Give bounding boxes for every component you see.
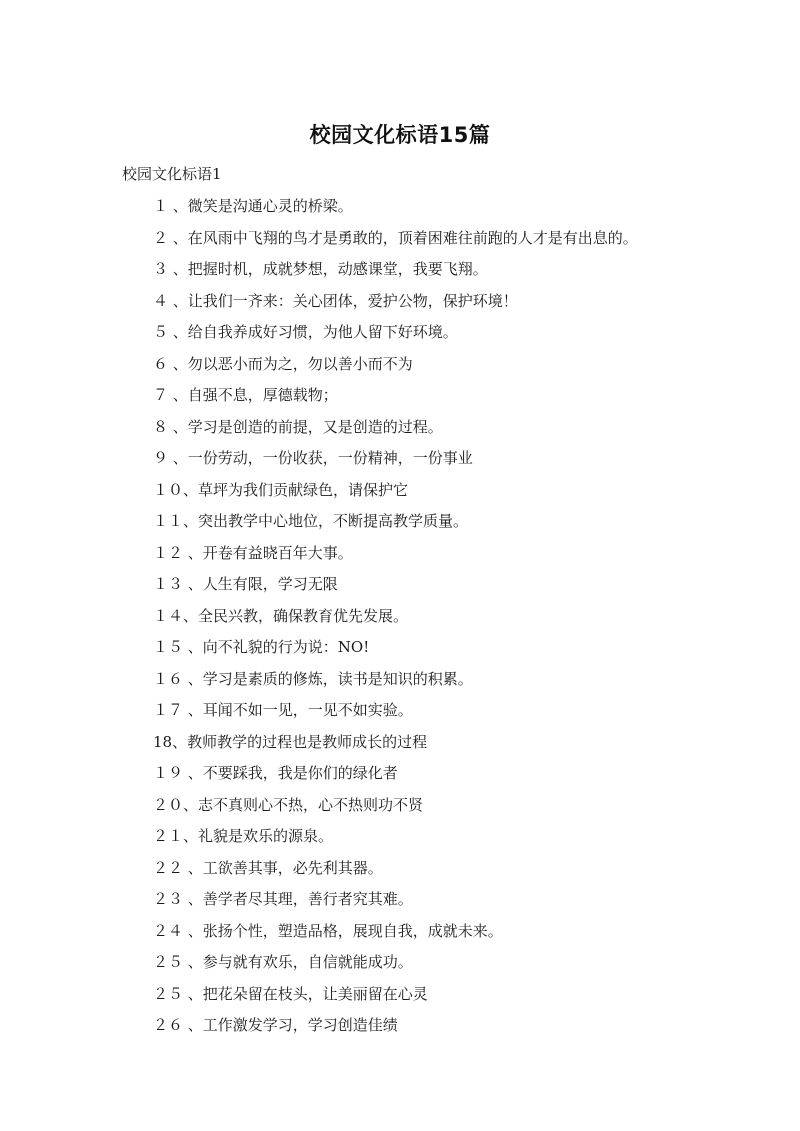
slogan-item: ９ 、一份劳动，一份收获，一份精神，一份事业 [153,449,473,467]
slogan-item: １２ 、开卷有益晓百年大事。 [153,543,353,562]
slogan-item: ２５ 、参与就有欢乐，自信就能成功。 [153,953,413,971]
slogan-item: 18、教师教学的过程也是教师成长的过程 [153,732,428,751]
slogan-item: ５ 、给自我养成好习惯，为他人留下好环境。 [153,323,458,341]
slogan-item: １４、全民兴教，确保教育优先发展。 [153,606,409,625]
slogan-item: ２４ 、张扬个性，塑造品格，展现自我，成就未来。 [153,921,503,940]
slogan-item: １６ 、学习是素质的修炼，读书是知识的积累。 [153,669,473,688]
slogan-item: ４ 、让我们一齐来：关心团体，爱护公物，保护环境！ [153,291,518,310]
section-heading: 校园文化标语1 [122,165,222,183]
slogan-item: ２５ 、把花朵留在枝头，让美丽留在心灵 [153,984,428,1003]
slogan-item: ２３ 、善学者尽其理，善行者究其难。 [153,890,413,908]
slogan-item: １０、草坪为我们贡献绿色，请保护它 [153,480,409,499]
slogan-item: ８ 、学习是创造的前提，又是创造的过程。 [153,417,443,436]
slogan-item: １１、突出教学中心地位，不断提高教学质量。 [153,512,469,530]
slogan-list [153,194,773,1045]
document-title: 校园文化标语15篇 [309,123,491,147]
slogan-item: ７ 、自强不息，厚德载物； [153,386,338,404]
slogan-item: １３ 、人生有限，学习无限 [153,575,338,593]
slogan-item: １７ 、耳闻不如一见，一见不如实验。 [153,701,413,719]
slogan-item: ２１、礼貌是欢乐的源泉。 [153,827,334,845]
slogan-item: １５ 、向不礼貌的行为说：NO! [153,638,370,656]
slogan-item: ２０、志不真则心不热，心不热则功不贤 [153,795,424,814]
slogan-item: １ 、微笑是沟通心灵的桥梁。 [153,197,353,215]
slogan-item: ６ 、勿以恶小而为之，勿以善小而不为 [153,354,413,373]
slogan-item: ３ 、把握时机，成就梦想，动感课堂，我要飞翔。 [153,260,488,278]
slogan-item: １９ 、不要踩我，我是你们的绿化者 [153,764,398,782]
slogan-item: ２６ 、工作激发学习，学习创造佳绩 [153,1016,398,1034]
slogan-item: ２２ 、工欲善其事，必先利其器。 [153,858,383,877]
slogan-item: ２ 、在风雨中飞翔的鸟才是勇敢的，顶着困难往前跑的人才是有出息的。 [153,228,638,247]
